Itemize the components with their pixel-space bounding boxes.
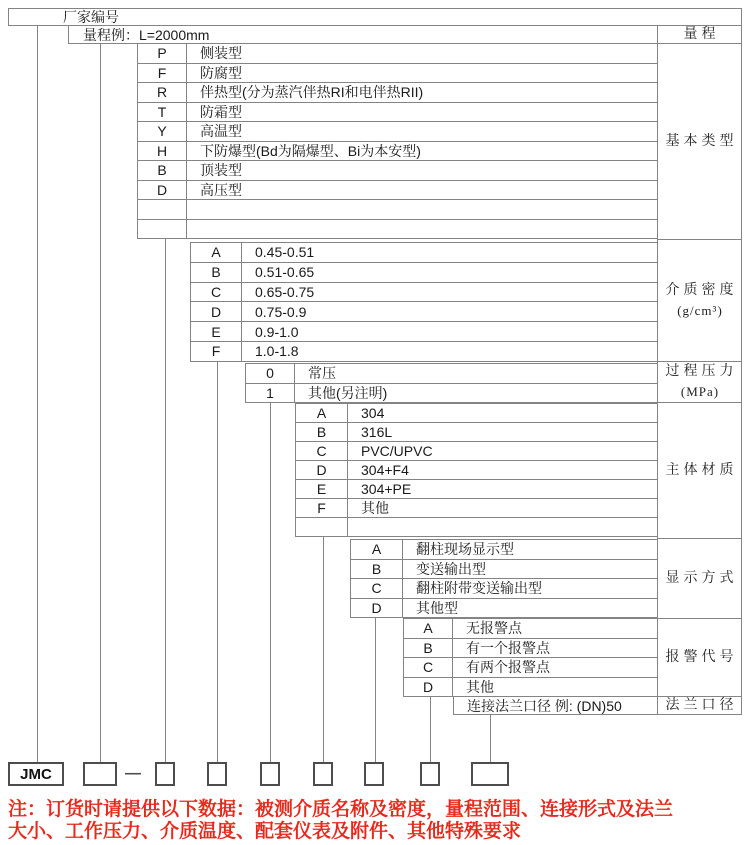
connector-pressure xyxy=(270,402,271,762)
desc-cell: 翻柱附带变送输出型 xyxy=(403,579,658,599)
code-cell: T xyxy=(137,103,187,123)
label-range: 量程 xyxy=(657,25,742,44)
flange-diameter-row xyxy=(453,696,658,715)
code-cell: D xyxy=(295,461,348,480)
desc-cell: 顶装型 xyxy=(187,161,658,181)
label-pressure: 过程压力 (MPa) xyxy=(657,361,742,403)
model-prefix-box: JMC xyxy=(8,762,64,786)
table-row xyxy=(137,142,658,162)
desc-cell: 0.51-0.65 xyxy=(242,263,658,283)
code-cell: C xyxy=(350,579,403,599)
code-cell: F xyxy=(137,64,187,84)
desc-cell: 常压 xyxy=(295,364,658,384)
desc-cell: 0.75-0.9 xyxy=(242,302,658,322)
connector-density xyxy=(217,361,218,762)
connector-basic-type xyxy=(165,238,166,762)
table-row xyxy=(190,342,658,362)
ordering-note-line-2: 大小、工作压力、介质温度、配套仪表及附件、其他特殊要求 xyxy=(8,820,522,842)
table-row xyxy=(295,442,658,461)
table-row xyxy=(350,579,658,599)
code-cell: D xyxy=(403,678,453,698)
label-material: 主体材质 xyxy=(657,402,742,539)
section-alarm xyxy=(403,618,658,697)
desc-cell: PVC/UPVC xyxy=(348,442,658,461)
code-cell: C xyxy=(295,442,348,461)
desc-cell: 高温型 xyxy=(187,122,658,142)
table-row xyxy=(295,461,658,480)
table-row xyxy=(137,200,658,220)
dash-separator: — xyxy=(125,765,141,782)
section-material xyxy=(295,403,658,537)
table-row xyxy=(295,423,658,442)
code-cell: H xyxy=(137,142,187,162)
connector-range xyxy=(100,43,101,762)
connector-material xyxy=(323,536,324,762)
ordering-note-line-1: 注：订货时请提供以下数据：被测介质名称及密度，量程范围、连接形式及法兰 xyxy=(8,799,674,820)
table-row xyxy=(350,560,658,580)
code-cell: 1 xyxy=(245,384,295,404)
desc-cell: 无报警点 xyxy=(453,619,658,639)
code-cell: C xyxy=(403,658,453,678)
code-cell: E xyxy=(295,480,348,499)
desc-cell: 316L xyxy=(348,423,658,442)
code-box-range xyxy=(83,762,117,786)
code-cell: B xyxy=(403,639,453,659)
table-row xyxy=(245,384,658,404)
table-row xyxy=(403,619,658,639)
table-row xyxy=(190,243,658,263)
desc-cell: 伴热型(分为蒸汽伴热RI和电伴热RII) xyxy=(187,83,658,103)
desc-cell: 其他型 xyxy=(403,599,658,619)
table-row xyxy=(403,678,658,698)
code-cell: B xyxy=(190,263,242,283)
desc-cell: 防腐型 xyxy=(187,64,658,84)
code-cell: D xyxy=(137,181,187,201)
label-flange: 法兰口径 xyxy=(657,696,742,715)
table-row xyxy=(295,404,658,423)
label-display: 显示方式 xyxy=(657,538,742,619)
code-cell: F xyxy=(190,342,242,362)
range-example-label: 量程例：L=2000mm xyxy=(83,26,210,43)
code-cell: P xyxy=(137,44,187,64)
table-row xyxy=(137,103,658,123)
desc-cell: 有两个报警点 xyxy=(453,658,658,678)
desc-cell xyxy=(187,220,658,240)
label-density-unit: (g/cm³) xyxy=(677,302,723,318)
range-example-row xyxy=(68,25,658,44)
table-row xyxy=(295,518,658,537)
desc-cell xyxy=(187,200,658,220)
code-cell: E xyxy=(190,322,242,342)
table-row xyxy=(190,263,658,283)
connector-flange xyxy=(490,714,491,762)
section-density xyxy=(190,242,658,362)
table-row xyxy=(403,658,658,678)
ordering-note xyxy=(8,799,748,842)
code-box-flange xyxy=(471,762,509,786)
desc-cell: 0.9-1.0 xyxy=(242,322,658,342)
desc-cell xyxy=(348,518,658,537)
label-density: 介质密度 (g/cm³) xyxy=(657,239,742,362)
code-box-basic-type xyxy=(155,762,175,786)
label-pressure-unit: (MPa) xyxy=(680,384,720,399)
manufacturer-code-label: 厂家编号 xyxy=(63,9,119,25)
section-display xyxy=(350,539,658,618)
connector-display xyxy=(375,617,376,762)
code-cell xyxy=(137,220,187,240)
code-box-density xyxy=(207,762,227,786)
code-box-material xyxy=(313,762,333,786)
code-cell: A xyxy=(350,540,403,560)
desc-cell: 有一个报警点 xyxy=(453,639,658,659)
desc-cell: 304+PE xyxy=(348,480,658,499)
section-pressure xyxy=(245,363,658,403)
code-cell: D xyxy=(350,599,403,619)
desc-cell: 304+F4 xyxy=(348,461,658,480)
code-cell: A xyxy=(190,243,242,263)
code-cell: F xyxy=(295,499,348,518)
code-cell xyxy=(295,518,348,537)
table-row xyxy=(190,322,658,342)
desc-cell: 1.0-1.8 xyxy=(242,342,658,362)
desc-cell: 侧装型 xyxy=(187,44,658,64)
connector-alarm xyxy=(430,696,431,762)
desc-cell: 其他(另注明) xyxy=(295,384,658,404)
section-basic-type xyxy=(137,43,658,239)
code-cell xyxy=(137,200,187,220)
desc-cell: 高压型 xyxy=(187,181,658,201)
table-row xyxy=(295,480,658,499)
table-row xyxy=(137,220,658,240)
label-alarm: 报警代号 xyxy=(657,618,742,697)
desc-cell: 变送输出型 xyxy=(403,560,658,580)
code-cell: 0 xyxy=(245,364,295,384)
table-row xyxy=(245,364,658,384)
table-row xyxy=(137,83,658,103)
code-cell: D xyxy=(190,302,242,322)
desc-cell: 304 xyxy=(348,404,658,423)
table-row xyxy=(350,599,658,619)
table-row xyxy=(295,499,658,518)
code-cell: Y xyxy=(137,122,187,142)
flange-diameter-text: 连接法兰口径 例: (DN)50 xyxy=(467,697,622,714)
label-basic-type: 基本类型 xyxy=(657,43,742,240)
connector-manufacturer xyxy=(37,26,38,762)
code-cell: B xyxy=(295,423,348,442)
code-box-alarm xyxy=(420,762,440,786)
desc-cell: 下防爆型(Bd为隔爆型、Bi为本安型) xyxy=(187,142,658,162)
desc-cell: 0.45-0.51 xyxy=(242,243,658,263)
code-box-pressure xyxy=(260,762,280,786)
table-row xyxy=(137,64,658,84)
desc-cell: 0.65-0.75 xyxy=(242,283,658,303)
table-row xyxy=(350,540,658,560)
table-row xyxy=(137,161,658,181)
desc-cell: 翻柱现场显示型 xyxy=(403,540,658,560)
code-cell: B xyxy=(137,161,187,181)
desc-cell: 其他 xyxy=(348,499,658,518)
desc-cell: 其他 xyxy=(453,678,658,698)
table-row xyxy=(137,44,658,64)
code-cell: C xyxy=(190,283,242,303)
code-cell: A xyxy=(295,404,348,423)
table-row xyxy=(137,181,658,201)
manufacturer-code-row xyxy=(8,8,742,26)
table-row xyxy=(137,122,658,142)
table-row xyxy=(403,639,658,659)
desc-cell: 防霜型 xyxy=(187,103,658,123)
code-box-display xyxy=(364,762,384,786)
code-cell: R xyxy=(137,83,187,103)
code-cell: B xyxy=(350,560,403,580)
table-row xyxy=(190,283,658,303)
table-row xyxy=(190,302,658,322)
code-cell: A xyxy=(403,619,453,639)
